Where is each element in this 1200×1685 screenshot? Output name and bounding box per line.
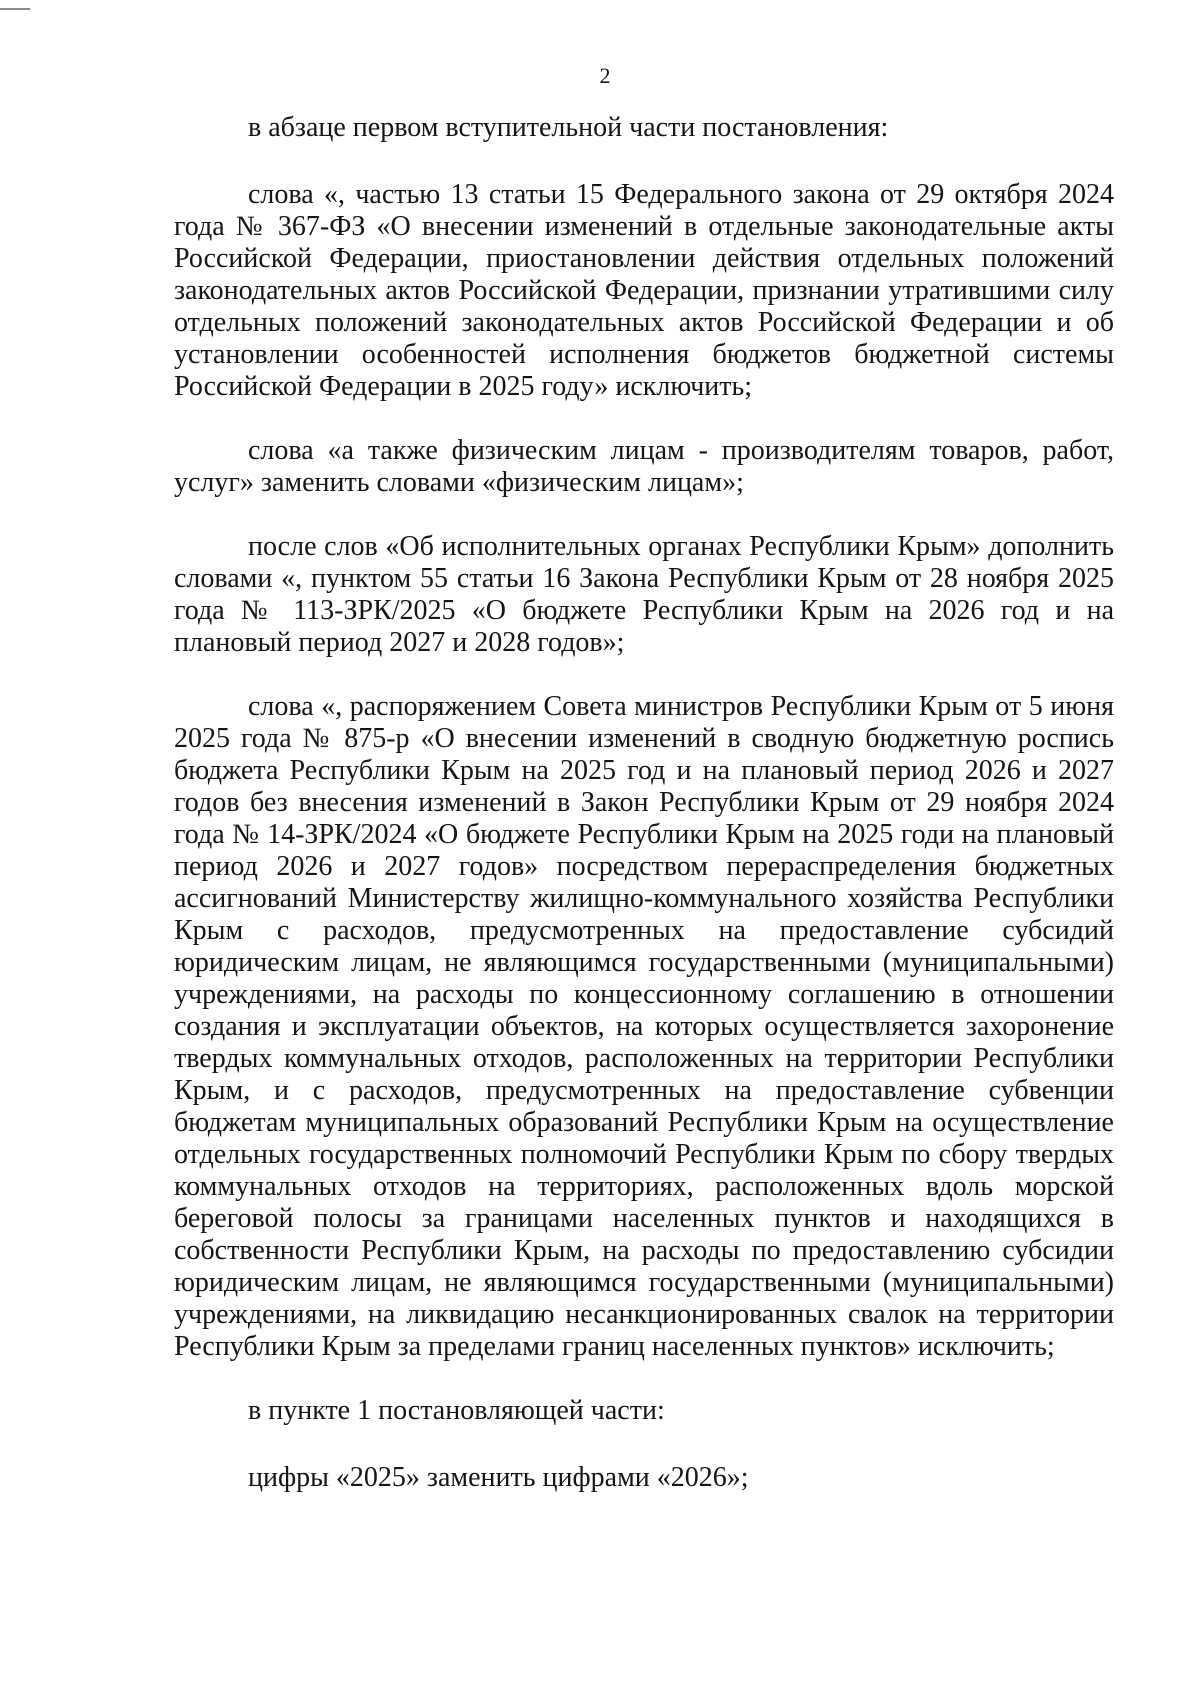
document-body bbox=[174, 112, 1114, 1529]
paragraph-executive-bodies: после слов «Об исполнительных органах Республики Крым» дополнить словами «, пунктом 55 статьи 16 Закона Республики Крым от 28 ноября 2025 года № 113-ЗРК/2025 «О бюджете Республики Крым на 2026 год и на плановый период 2027 и 2028 годов»; bbox=[174, 531, 1114, 658]
paragraph-physical-persons: слова «а также физическим лицам - производителям товаров, работ, услуг» заменить словами «физическим лицам»; bbox=[174, 435, 1114, 498]
paragraph-federal-law: слова «, частью 13 статьи 15 Федерального закона от 29 октября 2024 года № 367-ФЗ «О внесении изменений в отдельные законодательные акты Российской Федерации, приостановлении действия отдельных положений законодательных актов Российской Федерации, признании утратившими силу отдельных положений законодательных актов Российской Федерации и об установлении особенностей исполнения бюджетов бюджетной системы Российской Федерации в 2025 году» исключить; bbox=[174, 179, 1114, 402]
scan-artifact-line bbox=[0, 8, 30, 10]
paragraph-intro: в абзаце первом вступительной части постановления: bbox=[248, 112, 889, 143]
page-number: 2 bbox=[599, 63, 611, 88]
paragraph-clause-1: в пункте 1 постановляющей части: bbox=[248, 1395, 665, 1426]
paragraph-council-order: слова «, распоряжением Совета министров Республики Крым от 5 июня 2025 года № 875-р «О внесении изменений в сводную бюджетную роспись бюджета Республики Крым на 2025 год и на плановый период 2026 и 2027 годов без внесения изменений в Закон Республики Крым от 29 ноября 2024 года № 14-ЗРК/2024 «О бюджете Республики Крым на 2025 годи на плановый период 2026 и 2027 годов» посредством перераспределения бюджетных ассигнований Министерству жилищно-коммунального хозяйства Республики Крым с расходов, предусмотренных на предоставление субсидий юридическим лицам, не являющимся государственными (муниципальными) учреждениями, на расходы по концессионному соглашению в отношении создания и эксплуатации объектов, на которых осуществляется захоронение твердых коммунальных отходов, расположенных на территории Республики Крым, и с расходов, предусмотренных на предоставление субвенции бюджетам муниципальных образований Республики Крым на осуществление отдельных государственных полномочий Республики Крым по сбору твердых коммунальных отходов на территориях, расположенных вдоль морской береговой полосы за границами населенных пунктов и находящихся в собственности Республики Крым, на расходы по предоставлению субсидии юридическим лицам, не являющимся государственными (муниципальными) учреждениями, на ликвидацию несанкционированных свалок на территории Республики Крым за пределами границ населенных пунктов» исключить; bbox=[174, 691, 1114, 1362]
paragraph-digits-replace: цифры «2025» заменить цифрами «2026»; bbox=[248, 1462, 749, 1493]
